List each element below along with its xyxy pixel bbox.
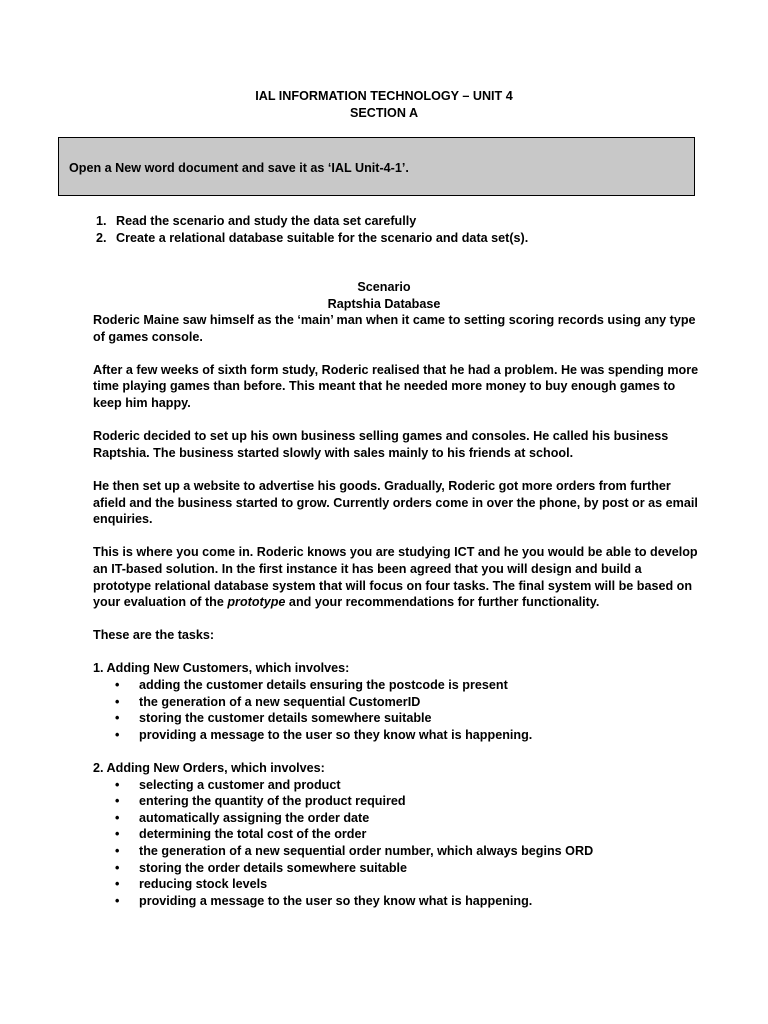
task-list xyxy=(93,677,703,743)
bullet-icon: • xyxy=(115,893,120,908)
paragraph-text: and your recommendations for further functionality. xyxy=(285,595,600,610)
task-list xyxy=(93,777,703,910)
list-item-text: adding the customer details ensuring the postcode is present xyxy=(139,678,508,693)
bullet-icon: • xyxy=(115,860,120,875)
scenario-subheading: Raptshia Database xyxy=(327,296,441,311)
bullet-icon: • xyxy=(115,777,120,792)
task-title: 2. Adding New Orders, which involves: xyxy=(93,761,325,776)
bullet-icon: • xyxy=(115,727,120,742)
paragraph: He then set up a website to advertise his goods. Gradually, Roderic got more orders from further afield and the business started to grow. Currently orders come in over the phone, by post or as email enquiries. xyxy=(93,478,698,527)
bullet-icon: • xyxy=(115,678,120,693)
list-item-text: automatically assigning the order date xyxy=(139,810,370,825)
bullet-icon: • xyxy=(115,877,120,892)
list-item-text: providing a message to the user so they know what is happening. xyxy=(139,727,533,742)
task-block-orders xyxy=(93,760,703,909)
list-item-text: selecting a customer and product xyxy=(139,777,341,792)
paragraph: Roderic decided to set up his own business selling games and consoles. He called his business Raptshia. The business started slowly with sales mainly to his friends at school. xyxy=(93,429,669,460)
list-item xyxy=(93,893,703,910)
list-item-text: determining the total cost of the order xyxy=(139,827,367,842)
list-item xyxy=(93,777,703,794)
list-item xyxy=(93,694,703,711)
list-item-text: storing the order details somewhere suitable xyxy=(139,860,408,875)
instruction-text: Open a New word document and save it as ‘IAL Unit-4-1’. xyxy=(69,161,409,175)
instruction-box xyxy=(58,137,695,196)
list-item-text: entering the quantity of the product required xyxy=(139,794,406,809)
scenario-body xyxy=(93,312,703,926)
list-item-text: the generation of a new sequential order number, which always begins ORD xyxy=(139,844,594,858)
list-item-text: reducing stock levels xyxy=(139,877,268,892)
emphasis-prototype: prototype xyxy=(227,595,286,610)
list-item xyxy=(93,710,703,727)
document-title: IAL INFORMATION TECHNOLOGY – UNIT 4 xyxy=(255,89,513,103)
list-item-text: providing a message to the user so they know what is happening. xyxy=(139,893,533,908)
paragraph xyxy=(93,544,703,610)
list-item xyxy=(93,843,703,860)
step-text: Read the scenario and study the data set carefully xyxy=(116,214,417,228)
step-number: 1. xyxy=(96,214,107,228)
step-item xyxy=(96,230,529,247)
list-item xyxy=(93,727,703,744)
list-item xyxy=(93,876,703,893)
list-item xyxy=(93,810,703,827)
document-header xyxy=(0,88,768,121)
list-item-text: the generation of a new sequential CustomerID xyxy=(139,694,421,709)
list-item xyxy=(93,826,703,843)
list-item xyxy=(93,793,703,810)
paragraph: These are the tasks: xyxy=(93,628,215,643)
paragraph: Roderic Maine saw himself as the ‘main’ man when it came to setting scoring records using any type of games console. xyxy=(93,313,696,344)
paragraph-text: This is where you come in. Roderic knows you are studying ICT and he you would be able to develop an IT-based solution. In the first instance it has been agreed that you will design and build a prototype relational database system that will focus on four tasks. The final system will be based on your evaluation of the xyxy=(93,545,698,610)
paragraph: After a few weeks of sixth form study, Roderic realised that he had a problem. He was spending more time playing games than before. This meant that he needed more money to buy enough games to keep him happy. xyxy=(93,362,699,410)
bullet-icon: • xyxy=(115,711,120,726)
bullet-icon: • xyxy=(115,694,120,709)
step-item xyxy=(96,213,528,230)
bullet-icon: • xyxy=(115,810,120,825)
list-item-text: storing the customer details somewhere suitable xyxy=(139,711,432,726)
list-item xyxy=(93,860,703,877)
bullet-icon: • xyxy=(115,794,120,809)
list-item xyxy=(93,677,703,694)
steps-list xyxy=(96,213,529,246)
task-block-customers xyxy=(93,660,703,743)
step-number: 2. xyxy=(96,230,107,245)
task-title: 1. Adding New Customers, which involves: xyxy=(93,661,350,676)
scenario-heading: Scenario xyxy=(357,280,411,294)
bullet-icon: • xyxy=(115,844,120,858)
bullet-icon: • xyxy=(115,827,120,842)
step-text: Create a relational database suitable for the scenario and data set(s). xyxy=(116,230,529,245)
scenario-heading-block xyxy=(0,279,768,312)
section-title: SECTION A xyxy=(349,105,419,120)
